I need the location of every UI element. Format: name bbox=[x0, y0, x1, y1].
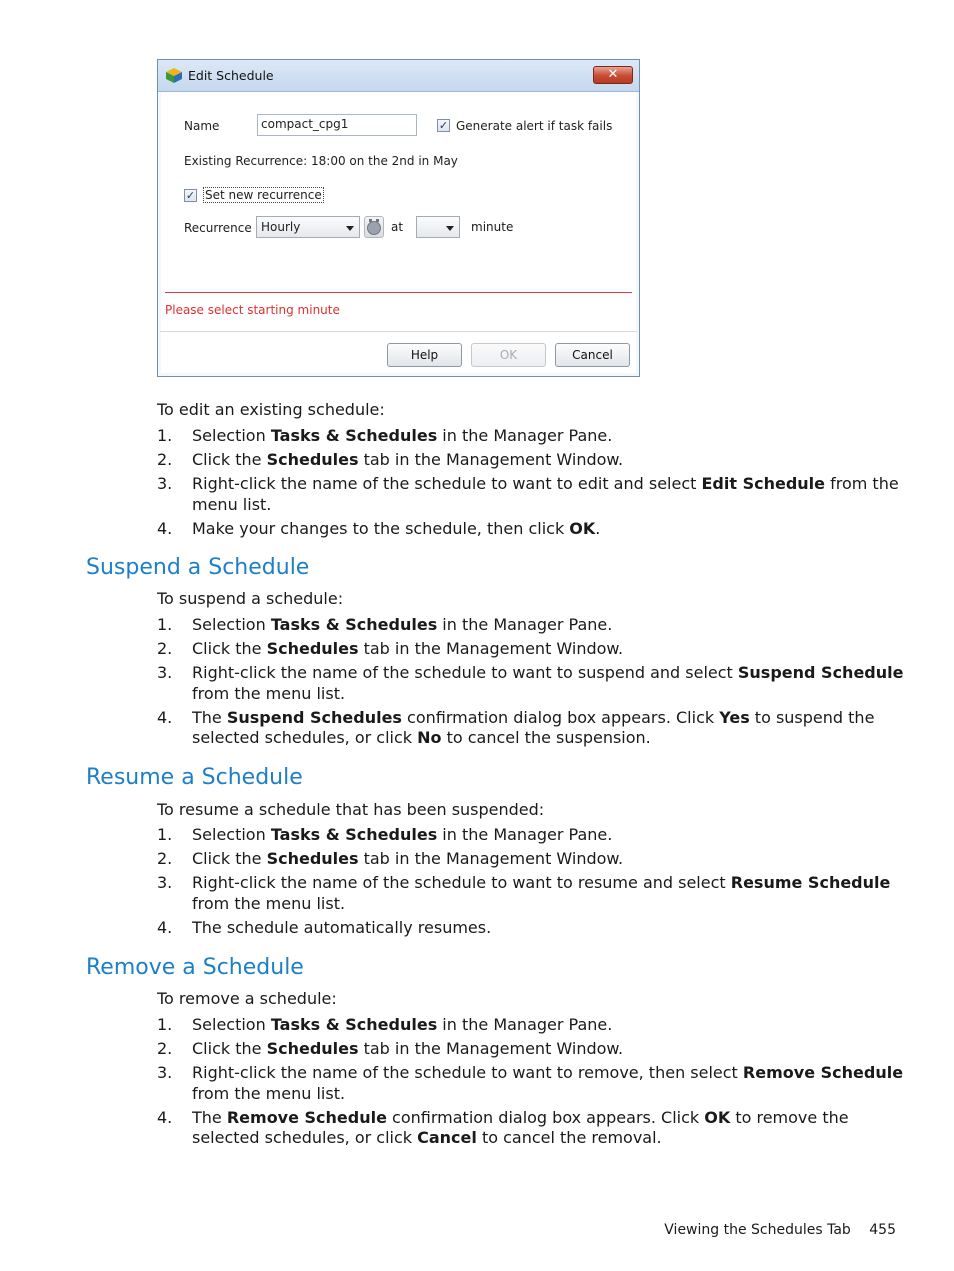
chevron-down-icon bbox=[346, 226, 354, 231]
list-item bbox=[157, 849, 917, 870]
at-label: at bbox=[391, 220, 404, 234]
text-run: in the Manager Pane. bbox=[437, 615, 613, 634]
list-item-text bbox=[192, 639, 917, 660]
list-item-number: 2. bbox=[157, 1039, 173, 1058]
text-run: . bbox=[595, 518, 601, 538]
emphasis-term: Schedules bbox=[266, 450, 359, 469]
edit-steps bbox=[157, 426, 917, 543]
text-run: from the menu list. bbox=[192, 893, 346, 913]
list-item-text bbox=[192, 1063, 917, 1104]
list-item bbox=[157, 1108, 917, 1149]
text-run: tab in the Management Window. bbox=[358, 450, 624, 469]
text-run: tab in the Management Window. bbox=[358, 639, 624, 658]
text-run: to suspend the selected schedules, or click bbox=[192, 707, 875, 747]
list-item bbox=[157, 918, 917, 939]
list-item bbox=[157, 708, 917, 749]
emphasis-term: Schedules bbox=[266, 1039, 359, 1058]
list-item-number: 2. bbox=[157, 450, 173, 469]
list-item bbox=[157, 1063, 917, 1104]
chevron-down-icon bbox=[446, 226, 454, 231]
emphasis-term: Schedules bbox=[266, 849, 359, 868]
list-item bbox=[157, 450, 917, 471]
remove-steps bbox=[157, 1015, 917, 1152]
list-item bbox=[157, 1015, 917, 1036]
set-new-recurrence-checkbox[interactable]: ✓ bbox=[185, 189, 196, 202]
list-item-number: 3. bbox=[157, 474, 173, 493]
recurrence-dropdown[interactable] bbox=[256, 216, 360, 238]
text-run: tab in the Management Window. bbox=[358, 849, 624, 868]
name-label: Name bbox=[184, 119, 220, 133]
list-item bbox=[157, 1039, 917, 1060]
button-bar-divider bbox=[160, 331, 637, 332]
list-item bbox=[157, 873, 917, 914]
text-run: in the Manager Pane. bbox=[437, 825, 613, 844]
error-message: Please select starting minute bbox=[165, 303, 340, 317]
text-run: from the menu list. bbox=[192, 1083, 346, 1103]
text-run: in the Manager Pane. bbox=[437, 426, 613, 445]
emphasis-term: Suspend Schedules bbox=[226, 707, 402, 727]
list-item-text bbox=[192, 615, 917, 636]
name-input[interactable]: compact_cpg1 bbox=[257, 114, 417, 136]
dialog-title: Edit Schedule bbox=[188, 68, 274, 83]
emphasis-term: OK bbox=[704, 1107, 731, 1127]
list-item-number: 1. bbox=[157, 615, 173, 634]
list-item bbox=[157, 825, 917, 846]
list-item-number: 1. bbox=[157, 825, 173, 844]
generate-alert-checkbox[interactable]: ✓ bbox=[438, 119, 449, 132]
list-item-text bbox=[192, 519, 917, 540]
text-run: Click the bbox=[192, 849, 267, 868]
emphasis-term: Edit Schedule bbox=[701, 474, 826, 493]
emphasis-term: No bbox=[417, 728, 442, 747]
dialog-controls-layer bbox=[160, 91, 637, 374]
minute-label: minute bbox=[471, 220, 514, 234]
app-logo-icon bbox=[165, 67, 183, 84]
emphasis-term: Suspend Schedule bbox=[737, 663, 904, 682]
list-item bbox=[157, 474, 917, 515]
list-item-text bbox=[192, 1108, 917, 1149]
resume-steps bbox=[157, 825, 917, 942]
text-run: Make your changes to the schedule, then click bbox=[192, 518, 570, 538]
emphasis-term: Tasks & Schedules bbox=[270, 426, 438, 445]
list-item-number: 4. bbox=[157, 917, 173, 937]
text-run: from the menu list. bbox=[192, 474, 899, 514]
list-item bbox=[157, 639, 917, 660]
list-item-text bbox=[192, 849, 917, 870]
footer-section-title: Viewing the Schedules Tab bbox=[664, 1222, 851, 1238]
text-run: Selection bbox=[192, 615, 271, 634]
remove-heading: Remove a Schedule bbox=[86, 955, 304, 980]
emphasis-term: Tasks & Schedules bbox=[270, 615, 438, 634]
text-run: confirmation dialog box appears. Click bbox=[401, 707, 720, 727]
edit-intro: To edit an existing schedule: bbox=[157, 400, 385, 419]
emphasis-term: Yes bbox=[719, 707, 750, 727]
text-run: The bbox=[192, 707, 227, 727]
list-item-text bbox=[192, 1039, 917, 1060]
emphasis-term: Remove Schedule bbox=[742, 1063, 904, 1082]
text-run: Click the bbox=[192, 450, 267, 469]
generate-alert-label: Generate alert if task fails bbox=[456, 119, 613, 133]
time-picker-button[interactable] bbox=[364, 216, 384, 238]
text-run: to remove the selected schedules, or click bbox=[192, 1107, 849, 1147]
error-divider bbox=[165, 292, 632, 293]
text-run: from the menu list. bbox=[192, 683, 346, 703]
list-item-text bbox=[192, 825, 917, 846]
existing-recurrence-label: Existing Recurrence: bbox=[184, 154, 308, 168]
text-run: in the Manager Pane. bbox=[437, 1015, 613, 1034]
text-run: to cancel the removal. bbox=[476, 1128, 662, 1147]
text-run: Right-click the name of the schedule to want to resume and select bbox=[192, 873, 731, 892]
close-button[interactable]: ✕ bbox=[593, 66, 633, 84]
list-item-text bbox=[192, 918, 917, 939]
list-item-number: 2. bbox=[157, 639, 173, 658]
page-number: 455 bbox=[869, 1222, 896, 1238]
list-item-number: 4. bbox=[157, 518, 173, 538]
list-item-text bbox=[192, 708, 917, 749]
emphasis-term: Remove Schedule bbox=[226, 1107, 387, 1127]
text-run: Right-click the name of the schedule to want to remove, then select bbox=[192, 1063, 743, 1082]
list-item-number: 3. bbox=[157, 873, 173, 892]
resume-intro: To resume a schedule that has been suspended: bbox=[157, 800, 545, 819]
list-item bbox=[157, 426, 917, 447]
cancel-button[interactable]: Cancel bbox=[555, 343, 630, 367]
text-run: to cancel the suspension. bbox=[441, 728, 651, 747]
list-item-text bbox=[192, 474, 917, 515]
ok-button[interactable]: OK bbox=[471, 343, 546, 367]
text-run: Right-click the name of the schedule to want to suspend and select bbox=[192, 663, 738, 682]
remove-intro: To remove a schedule: bbox=[157, 989, 337, 1008]
list-item bbox=[157, 615, 917, 636]
resume-heading: Resume a Schedule bbox=[86, 765, 303, 790]
clock-icon bbox=[365, 217, 383, 237]
text-run: tab in the Management Window. bbox=[358, 1039, 624, 1058]
minute-dropdown[interactable] bbox=[416, 216, 460, 238]
text-run: Click the bbox=[192, 639, 267, 658]
emphasis-term: Schedules bbox=[266, 639, 359, 658]
set-new-recurrence-label: Set new recurrence bbox=[205, 188, 322, 202]
dialog-titlebar bbox=[158, 60, 639, 92]
list-item-text bbox=[192, 663, 917, 704]
list-item-number: 3. bbox=[157, 663, 173, 682]
list-item-number: 1. bbox=[157, 1015, 173, 1034]
text-run: Selection bbox=[192, 426, 271, 445]
text-run: Selection bbox=[192, 1015, 271, 1034]
emphasis-term: Tasks & Schedules bbox=[270, 1015, 438, 1034]
list-item bbox=[157, 663, 917, 704]
list-item-number: 4. bbox=[157, 707, 173, 727]
list-item-text bbox=[192, 1015, 917, 1036]
list-item-text bbox=[192, 450, 917, 471]
text-run: Click the bbox=[192, 1039, 267, 1058]
list-item-number: 2. bbox=[157, 849, 173, 868]
list-item-text bbox=[192, 873, 917, 914]
page-footer bbox=[664, 1222, 896, 1238]
help-button[interactable]: Help bbox=[387, 343, 462, 367]
list-item-number: 1. bbox=[157, 426, 173, 445]
emphasis-term: Resume Schedule bbox=[730, 873, 891, 892]
text-run: confirmation dialog box appears. Click bbox=[386, 1107, 705, 1127]
recurrence-label: Recurrence bbox=[184, 221, 252, 235]
text-run: Selection bbox=[192, 825, 271, 844]
emphasis-term: Cancel bbox=[417, 1128, 477, 1147]
list-item-number: 3. bbox=[157, 1063, 173, 1082]
list-item-text bbox=[192, 426, 917, 447]
list-item-number: 4. bbox=[157, 1107, 173, 1127]
suspend-heading: Suspend a Schedule bbox=[86, 555, 310, 580]
text-run: Right-click the name of the schedule to want to edit and select bbox=[192, 474, 702, 493]
emphasis-term: Tasks & Schedules bbox=[270, 825, 438, 844]
suspend-intro: To suspend a schedule: bbox=[157, 589, 344, 608]
emphasis-term: OK bbox=[569, 518, 596, 538]
suspend-steps bbox=[157, 615, 917, 752]
existing-recurrence-value: 18:00 on the 2nd in May bbox=[311, 154, 458, 168]
text-run: The schedule automatically resumes. bbox=[192, 917, 492, 937]
list-item bbox=[157, 519, 917, 540]
recurrence-dropdown-value: Hourly bbox=[261, 220, 301, 234]
text-run: The bbox=[192, 1107, 227, 1127]
